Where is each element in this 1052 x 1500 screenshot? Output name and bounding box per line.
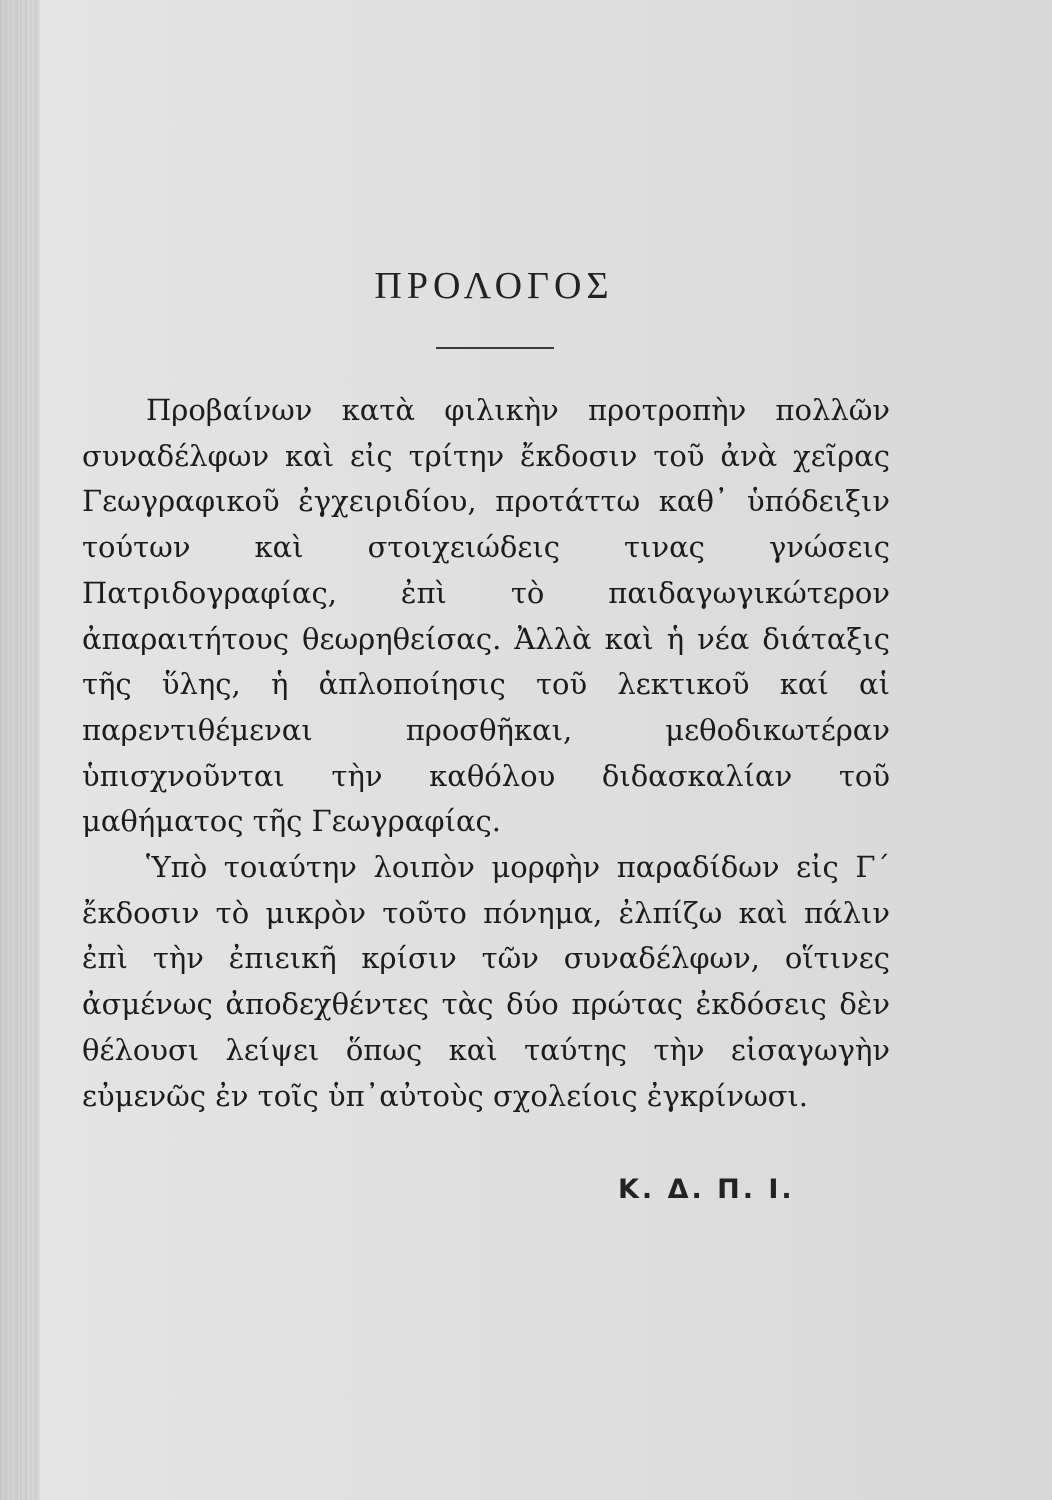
paragraph-1: Προβαίνων κατὰ φιλικὴν προτροπὴν πολλῶν συναδέλφων καὶ εἰς τρίτην ἔκδοσιν τοῦ ἀνὰ χεῖρας Γεωγραφικοῦ ἐγχειριδίου, προτάττω καθ᾽ ὑπόδειξιν τούτων καὶ στοιχειώδεις τινας γνώσεις Πατριδογραφίας, ἐπὶ τὸ παιδαγωγικώτερον ἀπαραιτήτους θεωρηθείσας. Ἀλλὰ καὶ ἡ νέα διάταξις τῆς ὕλης, ἡ ἁπλοποίησις τοῦ λεκτικοῦ καί αἱ παρεντιθέμεναι προσθῆκαι, μεθοδικωτέραν ὑπισχνοῦνται τὴν καθόλου διδασκαλίαν τοῦ μαθήματος τῆς Γεωγραφίας. — [82, 393, 890, 839]
title-divider — [436, 347, 554, 349]
prologue-text — [82, 388, 890, 1119]
page-title: ΠΡΟΛΟΓΟΣ — [374, 265, 614, 307]
paragraph-2: Ὑπὸ τοιαύτην λοιπὸν μορφὴν παραδίδων εἰς Γ´ ἔκδοσιν τὸ μικρὸν τοῦτο πόνημα, ἐλπίζω καὶ πάλιν ἐπὶ τὴν ἐπιεικῆ κρίσιν τῶν συναδέλφων, οἵτινες ἀσμένως ἀποδεχθέντες τὰς δύο πρώτας ἐκδόσεις δὲν θέλουσι λείψει ὅπως καὶ ταύτης τὴν εἰσαγωγὴν εὐμενῶς ἐν τοῖς ὑπ᾽αὐτοὺς σχολείοις ἐγκρίνωσι. — [82, 850, 890, 1113]
author-initials: Κ. Δ. Π. Ι. — [618, 1174, 795, 1205]
book-spine-edge — [0, 0, 40, 1500]
